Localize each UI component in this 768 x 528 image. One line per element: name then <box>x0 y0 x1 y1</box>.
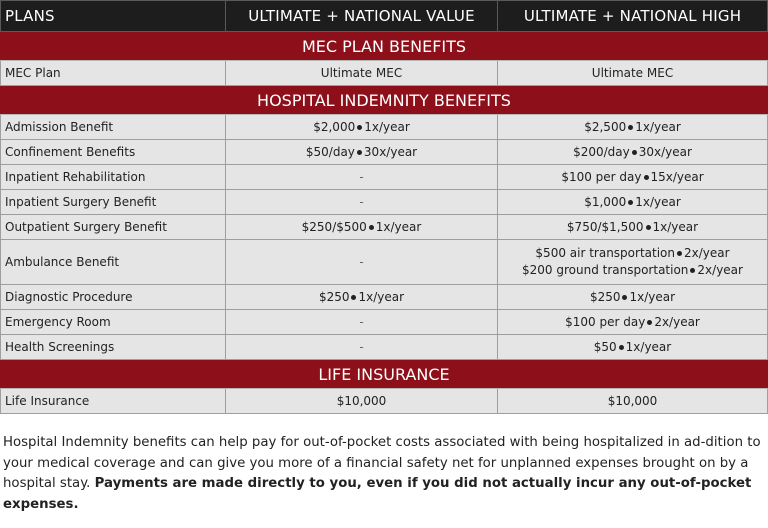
bullet-dot-icon <box>632 150 637 155</box>
benefit-amount: $200 ground transportation <box>522 263 689 277</box>
table-row <box>1 389 768 414</box>
value-plan-cell <box>226 335 498 360</box>
high-plan-cell <box>498 240 768 285</box>
footer-note <box>3 433 763 515</box>
bullet-dot-icon <box>357 150 362 155</box>
benefit-frequency: 30x/year <box>638 144 692 159</box>
table-row <box>1 335 768 360</box>
high-plan-cell <box>498 190 768 215</box>
benefit-amount: $750/$1,500 <box>566 219 644 234</box>
benefit-line <box>498 393 767 410</box>
footer-bold-text: Payments are made directly to you, even if you did not actually incur any out-of-pocket expenses. <box>3 476 752 512</box>
benefit-label: Confinement Benefits <box>1 140 226 165</box>
bullet-dot-icon <box>677 251 682 256</box>
high-plan-cell <box>498 389 768 414</box>
section-header-row <box>1 86 768 115</box>
benefit-amount: $100 per day <box>565 314 646 329</box>
benefit-amount: $250/$500 <box>301 219 367 234</box>
table-row <box>1 310 768 335</box>
benefit-line <box>498 262 767 279</box>
benefit-frequency: 1x/year <box>652 219 699 234</box>
benefit-frequency: 1x/year <box>358 289 405 304</box>
benefit-label: Admission Benefit <box>1 115 226 140</box>
value-plan-cell <box>226 140 498 165</box>
bullet-dot-icon <box>644 175 649 180</box>
header-plans: PLANS <box>1 1 226 32</box>
table-header-row <box>1 1 768 32</box>
bullet-dot-icon <box>622 295 627 300</box>
benefit-amount: $2,500 <box>584 119 627 134</box>
high-plan-cell <box>498 165 768 190</box>
benefit-line <box>498 339 767 356</box>
benefit-label: Inpatient Rehabilitation <box>1 165 226 190</box>
value-plan-cell <box>226 215 498 240</box>
benefit-line <box>226 144 497 161</box>
high-plan-cell <box>498 61 768 86</box>
bullet-dot-icon <box>619 345 624 350</box>
no-benefit-dash: - <box>359 170 364 184</box>
benefit-label: Inpatient Surgery Benefit <box>1 190 226 215</box>
value-plan-cell <box>226 190 498 215</box>
high-plan-cell <box>498 115 768 140</box>
value-plan-cell <box>226 389 498 414</box>
value-plan-cell <box>226 285 498 310</box>
benefit-frequency: 1x/year <box>635 119 681 134</box>
bullet-dot-icon <box>369 225 374 230</box>
high-plan-cell <box>498 285 768 310</box>
value-plan-cell <box>226 240 498 285</box>
benefit-frequency: 1x/year <box>629 289 676 304</box>
high-plan-cell <box>498 335 768 360</box>
benefit-line <box>226 289 497 306</box>
benefit-amount: $2,000 <box>313 119 356 134</box>
benefit-amount: $250 <box>318 289 350 304</box>
table-row <box>1 215 768 240</box>
table-row <box>1 61 768 86</box>
benefit-amount: $50 <box>593 339 617 354</box>
benefit-line <box>226 65 497 82</box>
benefit-label: Outpatient Surgery Benefit <box>1 215 226 240</box>
bullet-dot-icon <box>647 320 652 325</box>
section-title-mec-plan-benefits: MEC PLAN BENEFITS <box>1 32 768 61</box>
benefit-label: Ambulance Benefit <box>1 240 226 285</box>
benefit-line <box>498 314 767 331</box>
benefit-frequency: 1x/year <box>625 339 672 354</box>
bullet-dot-icon <box>690 268 695 273</box>
table-row <box>1 285 768 310</box>
benefit-amount: $100 per day <box>561 169 642 184</box>
no-benefit-dash: - <box>359 255 364 269</box>
benefit-amount: $10,000 <box>336 393 387 408</box>
benefit-label: Life Insurance <box>1 389 226 414</box>
no-benefit-dash: - <box>359 195 364 209</box>
benefit-line <box>226 393 497 410</box>
section-header-row <box>1 360 768 389</box>
value-plan-cell <box>226 165 498 190</box>
benefit-label: MEC Plan <box>1 61 226 86</box>
benefit-label: Health Screenings <box>1 335 226 360</box>
high-plan-cell <box>498 310 768 335</box>
bullet-dot-icon <box>628 125 633 130</box>
bullet-dot-icon <box>357 125 362 130</box>
benefit-label: Emergency Room <box>1 310 226 335</box>
section-header-row <box>1 32 768 61</box>
table-row <box>1 115 768 140</box>
benefit-frequency: 1x/year <box>635 194 681 209</box>
section-title-life-insurance: LIFE INSURANCE <box>1 360 768 389</box>
value-plan-cell <box>226 61 498 86</box>
benefit-line <box>498 169 767 186</box>
section-title-hospital-indemnity-benefits: HOSPITAL INDEMNITY BENEFITS <box>1 86 768 115</box>
bullet-dot-icon <box>351 295 356 300</box>
benefit-frequency: 1x/year <box>364 119 410 134</box>
benefit-amount: $50/day <box>305 144 355 159</box>
benefit-frequency: 2x/year <box>697 263 743 277</box>
benefit-line <box>498 65 767 82</box>
table-row <box>1 165 768 190</box>
benefit-amount: $1,000 <box>584 194 627 209</box>
bullet-dot-icon <box>646 225 651 230</box>
no-benefit-dash: - <box>359 315 364 329</box>
no-benefit-dash: - <box>359 340 364 354</box>
high-plan-cell <box>498 215 768 240</box>
benefit-amount: $200/day <box>573 144 630 159</box>
benefit-amount: Ultimate MEC <box>591 65 674 80</box>
header-national-high: ULTIMATE + NATIONAL HIGH <box>498 1 768 32</box>
bullet-dot-icon <box>628 200 633 205</box>
benefit-line <box>498 289 767 306</box>
benefit-amount: $500 air transportation <box>535 246 675 260</box>
header-national-value: ULTIMATE + NATIONAL VALUE <box>226 1 498 32</box>
value-plan-cell <box>226 115 498 140</box>
benefit-amount: Ultimate MEC <box>320 65 403 80</box>
benefit-frequency: 1x/year <box>375 219 422 234</box>
benefit-amount: $250 <box>589 289 621 304</box>
benefit-frequency: 2x/year <box>684 246 730 260</box>
table-row <box>1 240 768 285</box>
benefit-label: Diagnostic Procedure <box>1 285 226 310</box>
benefit-amount: $10,000 <box>607 393 658 408</box>
benefit-line <box>498 245 767 262</box>
benefit-frequency: 2x/year <box>654 314 700 329</box>
benefit-frequency: 15x/year <box>650 169 704 184</box>
table-body <box>1 32 768 414</box>
benefit-line <box>226 219 497 236</box>
high-plan-cell <box>498 140 768 165</box>
benefit-line <box>498 194 767 211</box>
footer-text: Hospital Indemnity benefits can help pay for out-of-pocket costs associated with being hospitalized in ad-dition to your medical coverage and can give you more of a financial safety net for unplanned expenses brought on by a hospital stay. <box>3 435 761 491</box>
value-plan-cell <box>226 310 498 335</box>
benefit-line <box>498 144 767 161</box>
benefit-line <box>226 119 497 136</box>
benefit-line <box>498 119 767 136</box>
benefit-line <box>498 219 767 236</box>
table-row <box>1 140 768 165</box>
benefit-frequency: 30x/year <box>363 144 418 159</box>
table-row <box>1 190 768 215</box>
